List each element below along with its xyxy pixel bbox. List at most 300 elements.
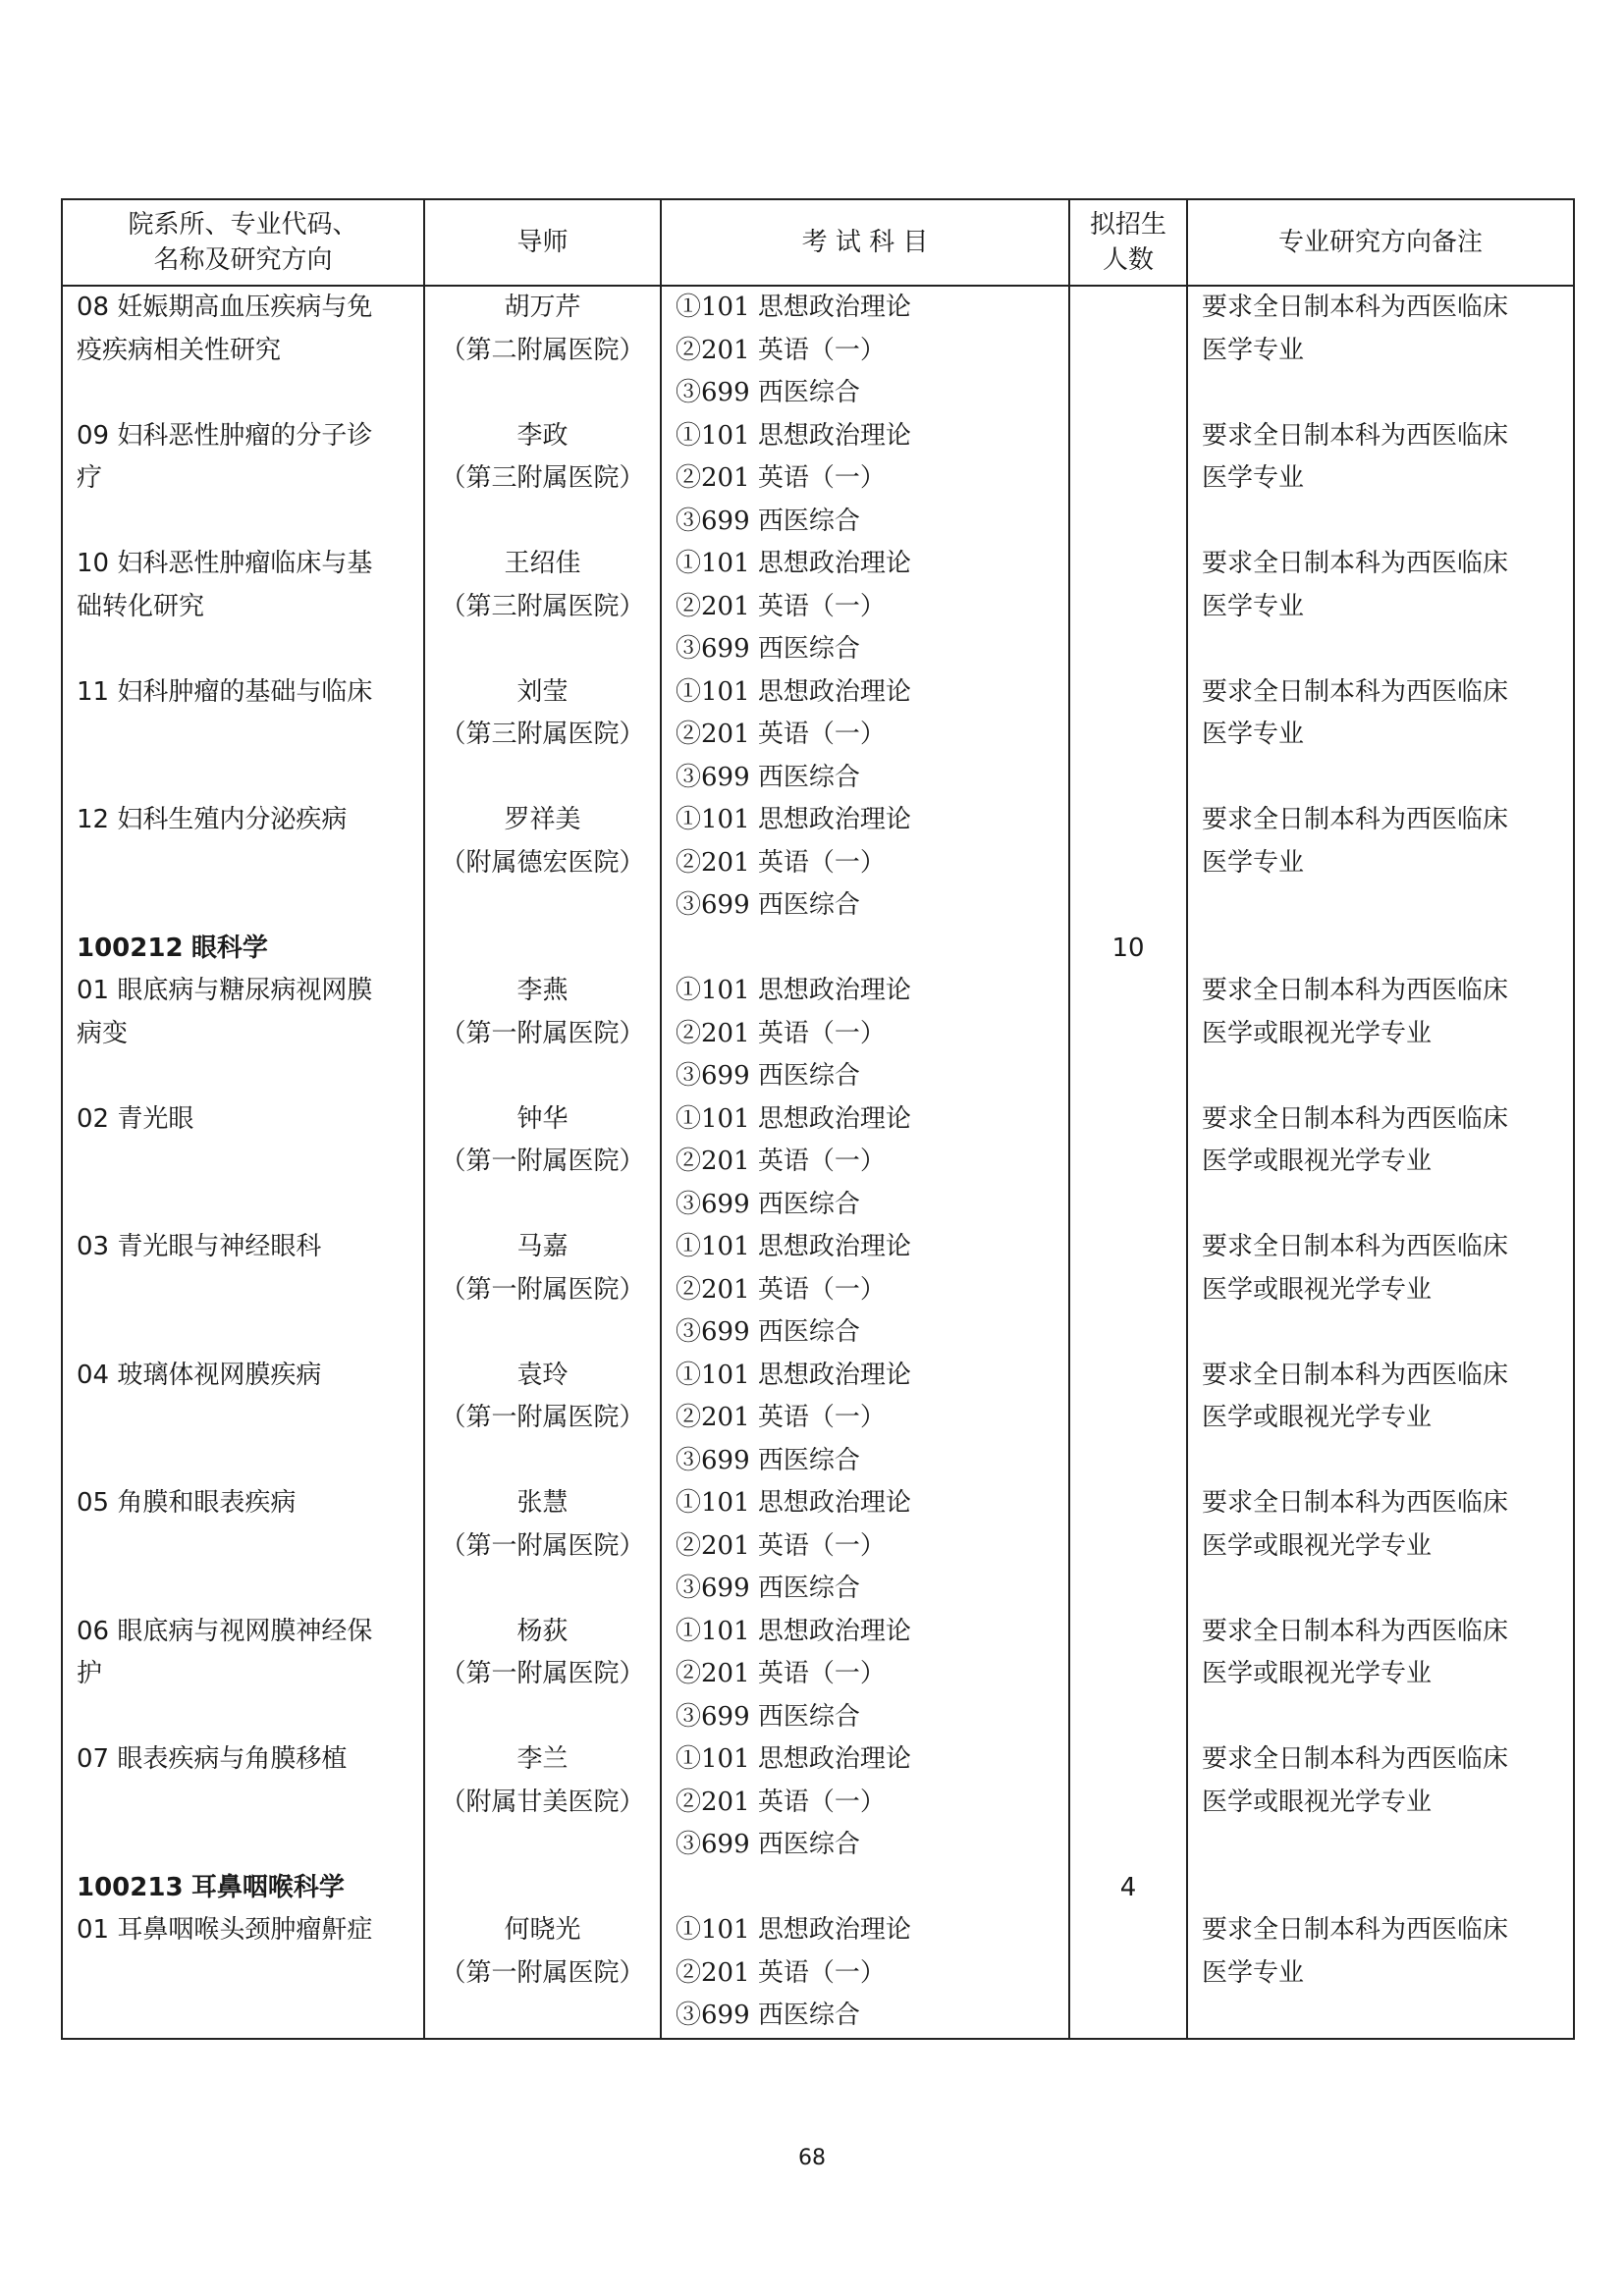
quota-cell xyxy=(1070,1909,1186,2038)
supervisor-line: （第三附属医院） xyxy=(440,720,645,749)
direction-entry xyxy=(77,415,417,544)
direction-number: 08 xyxy=(77,293,110,322)
exam-subject-line: ①101 思想政治理论 xyxy=(676,293,911,322)
blank-line xyxy=(77,1311,417,1355)
blank-line xyxy=(77,1995,417,2038)
direction-number: 12 xyxy=(77,805,110,834)
blank-line xyxy=(1070,586,1186,629)
blank-line xyxy=(77,1568,417,1611)
exam-subject-line: ①101 思想政治理论 xyxy=(676,1915,911,1945)
supervisor-cell xyxy=(425,928,660,971)
note-cell xyxy=(1202,928,1565,971)
quota-cell xyxy=(1070,1355,1186,1483)
major-code: 100213 xyxy=(77,1872,184,1902)
quota-column xyxy=(1069,286,1187,2039)
major-title: 眼科学 xyxy=(190,933,268,963)
supervisor-line: 杨荻 xyxy=(516,1616,568,1646)
exam-subject-line: ②201 英语（一） xyxy=(676,591,886,621)
quota-cell xyxy=(1070,543,1186,671)
major-code: 100212 xyxy=(77,933,184,963)
direction-entry xyxy=(77,1611,417,1739)
supervisor-line: （第一附属医院） xyxy=(440,1403,645,1432)
header-department: 院系所、专业代码、 名称及研究方向 xyxy=(62,199,424,286)
quota-value-line: 10 xyxy=(1111,933,1145,963)
major-heading xyxy=(77,1867,417,1910)
direction-text: 角膜和眼表疾病 xyxy=(117,1488,297,1518)
exam-subject-line: ③699 西医综合 xyxy=(676,634,860,664)
exam-subject xyxy=(676,799,1068,928)
exam-subject-line: ②201 英语（一） xyxy=(676,1403,886,1432)
exam-subject-line: ②201 英语（一） xyxy=(676,1957,886,1988)
direction-text: 耳鼻咽喉头颈肿瘤鼾症 xyxy=(117,1915,373,1945)
direction-line xyxy=(77,415,417,458)
exam-subject-line: ①101 思想政治理论 xyxy=(676,676,911,707)
blank-line xyxy=(1070,842,1186,885)
note xyxy=(1202,415,1565,544)
blank-line xyxy=(425,372,660,415)
header-supervisor: 导师 xyxy=(424,199,661,286)
direction-text: 妇科生殖内分泌疾病 xyxy=(117,805,348,834)
blank-line xyxy=(1070,1782,1186,1825)
exam-subject xyxy=(676,1098,1068,1227)
blank-line xyxy=(77,501,417,544)
blank-line xyxy=(1070,1311,1186,1355)
quota-value xyxy=(1070,928,1186,971)
blank-line xyxy=(1070,1611,1186,1654)
blank-line xyxy=(1070,1696,1186,1739)
exam-subject-line: ②201 英语（一） xyxy=(676,463,886,493)
supervisor-line: 张慧 xyxy=(516,1488,568,1518)
blank-line xyxy=(77,1184,417,1227)
supervisor xyxy=(425,287,660,415)
note xyxy=(1202,1355,1565,1483)
blank-line xyxy=(425,928,660,971)
header-notes: 专业研究方向备注 xyxy=(1187,199,1574,286)
exam-subject-line: ③699 西医综合 xyxy=(676,1830,860,1859)
direction-number: 10 xyxy=(77,549,110,578)
note-line: 要求全日制本科为西医临床 xyxy=(1202,976,1509,1005)
direction-line xyxy=(77,970,417,1013)
note xyxy=(1202,1738,1565,1867)
note-line: 要求全日制本科为西医临床 xyxy=(1202,676,1509,707)
blank-line xyxy=(1070,1952,1186,1996)
blank-line xyxy=(425,1696,660,1739)
direction-line xyxy=(77,1482,417,1525)
supervisor-line: 李燕 xyxy=(516,976,568,1005)
supervisor-line: （第一附属医院） xyxy=(440,1018,645,1048)
blank-line xyxy=(1070,970,1186,1013)
blank-line xyxy=(77,1525,417,1569)
note-line: 医学或眼视光学专业 xyxy=(1202,1018,1433,1048)
direction-text: 妇科肿瘤的基础与临床 xyxy=(117,676,373,707)
direction-text: 青光眼 xyxy=(117,1103,194,1134)
supervisor-line: （第一附属医院） xyxy=(440,1274,645,1305)
supervisor xyxy=(425,1909,660,2038)
note xyxy=(1202,671,1565,800)
blank-line xyxy=(425,628,660,671)
admissions-table xyxy=(61,198,1575,2040)
exam-subject xyxy=(676,1482,1068,1611)
blank-line xyxy=(77,1440,417,1483)
exam-subject-line: ③699 西医综合 xyxy=(676,1189,860,1219)
note-line: 医学或眼视光学专业 xyxy=(1202,1659,1433,1688)
quota-cell xyxy=(1070,1482,1186,1611)
blank-line xyxy=(77,1055,417,1098)
quota-cell xyxy=(1070,287,1186,415)
supervisor xyxy=(425,415,660,544)
note xyxy=(1202,799,1565,928)
note xyxy=(1202,1226,1565,1355)
blank-line xyxy=(1202,1055,1565,1098)
blank-line xyxy=(425,1440,660,1483)
blank-line xyxy=(1070,1738,1186,1782)
blank-line xyxy=(425,884,660,928)
blank-line xyxy=(1070,1098,1186,1142)
exam-subject-line: ③699 西医综合 xyxy=(676,1445,860,1475)
direction-number: 03 xyxy=(77,1232,110,1261)
quota-value-line: 4 xyxy=(1119,1872,1137,1902)
supervisor xyxy=(425,671,660,800)
blank-line xyxy=(1070,1824,1186,1867)
blank-line xyxy=(425,501,660,544)
note-line: 医学专业 xyxy=(1202,335,1305,365)
blank-line xyxy=(77,1269,417,1312)
exam-subject-line: ③699 西医综合 xyxy=(676,2001,860,2030)
quota-cell xyxy=(1070,1226,1186,1355)
header-exam-subjects: 考 试 科 目 xyxy=(661,199,1069,286)
blank-line xyxy=(1070,1482,1186,1525)
quota-cell xyxy=(1070,799,1186,928)
supervisor-line: （第三附属医院） xyxy=(440,591,645,621)
blank-line xyxy=(1070,714,1186,757)
blank-line xyxy=(1070,1013,1186,1056)
blank-line xyxy=(1202,1995,1565,2038)
blank-line xyxy=(77,1782,417,1825)
note xyxy=(1202,287,1565,415)
note-line: 医学专业 xyxy=(1202,1957,1305,1988)
major-heading xyxy=(77,928,417,971)
exam-subject-line: ①101 思想政治理论 xyxy=(676,1488,911,1518)
directions-column xyxy=(62,286,424,2039)
supervisor-line: 刘莹 xyxy=(516,676,568,707)
blank-line xyxy=(77,714,417,757)
exam-cell xyxy=(676,1867,1068,1910)
note-line: 要求全日制本科为西医临床 xyxy=(1202,805,1509,834)
direction-entry xyxy=(77,1482,417,1611)
direction-line xyxy=(77,287,417,330)
supervisor-line: （第一附属医院） xyxy=(440,1530,645,1561)
supervisor-line: （第三附属医院） xyxy=(440,463,645,493)
note-line: 要求全日制本科为西医临床 xyxy=(1202,1360,1509,1390)
blank-line xyxy=(1070,457,1186,501)
direction-entry xyxy=(77,287,417,415)
exam-subject-line: ②201 英语（一） xyxy=(676,1530,886,1561)
blank-line xyxy=(1202,1440,1565,1483)
quota-cell xyxy=(1070,1098,1186,1227)
exam-subject-line: ②201 英语（一） xyxy=(676,847,886,878)
quota-cell xyxy=(1070,970,1186,1098)
supervisor-line: 胡万芹 xyxy=(504,293,581,322)
note xyxy=(1202,1482,1565,1611)
page-number: 68 xyxy=(798,2146,826,2170)
admissions-table-page xyxy=(61,198,1573,2083)
direction-number: 01 xyxy=(77,1915,110,1945)
supervisor xyxy=(425,970,660,1098)
blank-line xyxy=(1070,1440,1186,1483)
blank-line xyxy=(425,1311,660,1355)
blank-line xyxy=(77,1696,417,1739)
direction-text: 青光眼与神经眼科 xyxy=(117,1232,322,1261)
blank-line xyxy=(77,757,417,800)
exam-subject-line: ①101 思想政治理论 xyxy=(676,549,911,578)
blank-line xyxy=(1070,330,1186,373)
note-line: 医学专业 xyxy=(1202,720,1305,749)
supervisor xyxy=(425,1738,660,1867)
note-line: 要求全日制本科为西医临床 xyxy=(1202,293,1509,322)
note-line: 医学或眼视光学专业 xyxy=(1202,1403,1433,1432)
direction-line xyxy=(77,1738,417,1782)
blank-line xyxy=(1202,501,1565,544)
blank-line xyxy=(1202,628,1565,671)
supervisor-line: （附属德宏医院） xyxy=(440,847,645,878)
supervisor-line: （附属甘美医院） xyxy=(440,1787,645,1817)
note-line: 医学专业 xyxy=(1202,847,1305,878)
supervisor-line: 李兰 xyxy=(516,1744,568,1774)
exam-subject-line: ①101 思想政治理论 xyxy=(676,1616,911,1646)
direction-number: 09 xyxy=(77,420,110,451)
supervisor xyxy=(425,1355,660,1483)
supervisor-line: （第一附属医院） xyxy=(440,1957,645,1988)
direction-text: 妊娠期高血压疾病与免 xyxy=(117,293,373,322)
supervisor xyxy=(425,1611,660,1739)
supervisors-column xyxy=(424,286,661,2039)
supervisor xyxy=(425,1226,660,1355)
direction-text: 眼底病与糖尿病视网膜 xyxy=(117,976,373,1005)
exam-subject xyxy=(676,415,1068,544)
supervisor-line: 何晓光 xyxy=(504,1915,581,1945)
supervisor-line: （第二附属医院） xyxy=(440,335,645,365)
blank-line xyxy=(1070,501,1186,544)
blank-line xyxy=(1070,1909,1186,1952)
quota-cell xyxy=(1070,415,1186,544)
note-line: 医学或眼视光学专业 xyxy=(1202,1147,1433,1176)
blank-line xyxy=(1070,799,1186,842)
direction-number: 05 xyxy=(77,1488,110,1518)
blank-line xyxy=(1070,543,1186,586)
exam-cell xyxy=(676,928,1068,971)
direction-number: 11 xyxy=(77,676,110,707)
quota-value xyxy=(1070,1867,1186,1910)
major-title: 耳鼻咽喉科学 xyxy=(190,1872,345,1902)
blank-line xyxy=(77,842,417,885)
direction-number: 02 xyxy=(77,1103,110,1134)
exam-subject xyxy=(676,543,1068,671)
blank-line xyxy=(1070,1995,1186,2038)
blank-line xyxy=(1070,1141,1186,1184)
notes-column xyxy=(1187,286,1574,2039)
note-line: 要求全日制本科为西医临床 xyxy=(1202,420,1509,451)
exam-subject xyxy=(676,1226,1068,1355)
exam-subject-line: ②201 英语（一） xyxy=(676,1018,886,1048)
exam-subject xyxy=(676,1611,1068,1739)
blank-line xyxy=(77,1952,417,1996)
exam-subject xyxy=(676,671,1068,800)
exam-subject-line: ③699 西医综合 xyxy=(676,1701,860,1732)
blank-line xyxy=(1070,757,1186,800)
note-cell xyxy=(1202,1867,1565,1910)
blank-line xyxy=(77,1824,417,1867)
blank-line xyxy=(1202,1311,1565,1355)
note-line: 医学专业 xyxy=(1202,463,1305,493)
blank-line xyxy=(676,1867,1068,1910)
note-line: 要求全日制本科为西医临床 xyxy=(1202,549,1509,578)
direction-entry xyxy=(77,543,417,671)
blank-line xyxy=(425,1824,660,1867)
exam-subjects-column xyxy=(661,286,1069,2039)
blank-line xyxy=(1070,884,1186,928)
direction-number: 04 xyxy=(77,1360,110,1390)
blank-line xyxy=(1070,372,1186,415)
blank-line xyxy=(1070,1355,1186,1398)
blank-line xyxy=(1070,287,1186,330)
blank-line xyxy=(1202,884,1565,928)
direction-text: 玻璃体视网膜疾病 xyxy=(117,1360,322,1390)
supervisor-line: 钟华 xyxy=(516,1103,568,1134)
note-line: 医学或眼视光学专业 xyxy=(1202,1530,1433,1561)
blank-line xyxy=(1202,1568,1565,1611)
exam-subject-line: ③699 西医综合 xyxy=(676,890,860,920)
table-header-row xyxy=(62,199,1574,286)
blank-line xyxy=(425,1184,660,1227)
exam-subject-line: ③699 西医综合 xyxy=(676,378,860,407)
direction-entry xyxy=(77,799,417,928)
exam-subject-line: ③699 西医综合 xyxy=(676,762,860,792)
direction-line: 病变 xyxy=(77,1018,129,1048)
blank-line xyxy=(1070,671,1186,715)
direction-line xyxy=(77,1355,417,1398)
note xyxy=(1202,1611,1565,1739)
supervisor-line: 罗祥美 xyxy=(504,805,581,834)
direction-line xyxy=(77,671,417,715)
note-line: 要求全日制本科为西医临床 xyxy=(1202,1232,1509,1261)
blank-line xyxy=(1202,1184,1565,1227)
blank-line xyxy=(676,928,1068,971)
supervisor xyxy=(425,1098,660,1227)
supervisor-cell xyxy=(425,1867,660,1910)
blank-line xyxy=(77,1141,417,1184)
blank-line xyxy=(1070,415,1186,458)
quota-cell xyxy=(1070,671,1186,800)
direction-line xyxy=(77,543,417,586)
note xyxy=(1202,1909,1565,2038)
blank-line xyxy=(1202,928,1565,971)
exam-subject-line: ②201 英语（一） xyxy=(676,335,886,365)
direction-line xyxy=(77,1226,417,1269)
exam-subject-line: ②201 英语（一） xyxy=(676,1659,886,1688)
blank-line xyxy=(1070,1568,1186,1611)
direction-text: 眼表疾病与角膜移植 xyxy=(117,1744,348,1774)
direction-entry xyxy=(77,1098,417,1227)
exam-subject xyxy=(676,970,1068,1098)
supervisor xyxy=(425,543,660,671)
exam-subject-line: ③699 西医综合 xyxy=(676,1574,860,1603)
direction-text: 妇科恶性肿瘤临床与基 xyxy=(117,549,373,578)
exam-subject-line: ②201 英语（一） xyxy=(676,1147,886,1176)
blank-line xyxy=(1070,1269,1186,1312)
supervisor-line: 马嘉 xyxy=(516,1232,568,1261)
direction-line: 疗 xyxy=(77,463,103,493)
blank-line xyxy=(425,1867,660,1910)
exam-subject-line: ①101 思想政治理论 xyxy=(676,1232,911,1261)
blank-line xyxy=(77,1397,417,1440)
exam-subject xyxy=(676,1738,1068,1867)
direction-entry xyxy=(77,1909,417,2038)
note-line: 要求全日制本科为西医临床 xyxy=(1202,1103,1509,1134)
note-line: 要求全日制本科为西医临床 xyxy=(1202,1744,1509,1774)
note-line: 要求全日制本科为西医临床 xyxy=(1202,1488,1509,1518)
note-line: 要求全日制本科为西医临床 xyxy=(1202,1915,1509,1945)
note xyxy=(1202,543,1565,671)
exam-subject-line: ①101 思想政治理论 xyxy=(676,1744,911,1774)
direction-line xyxy=(77,799,417,842)
blank-line xyxy=(425,1055,660,1098)
blank-line xyxy=(1070,1184,1186,1227)
quota-cell xyxy=(1070,1611,1186,1739)
exam-subject-line: ②201 英语（一） xyxy=(676,1787,886,1817)
note-line: 医学或眼视光学专业 xyxy=(1202,1274,1433,1305)
blank-line xyxy=(425,1995,660,2038)
exam-subject-line: ③699 西医综合 xyxy=(676,1317,860,1347)
exam-subject xyxy=(676,287,1068,415)
blank-line xyxy=(1202,1824,1565,1867)
exam-subject-line: ①101 思想政治理论 xyxy=(676,1360,911,1390)
blank-line xyxy=(1202,372,1565,415)
direction-text: 眼底病与视网膜神经保 xyxy=(117,1616,373,1646)
direction-entry xyxy=(77,1738,417,1867)
direction-line xyxy=(77,1098,417,1142)
note xyxy=(1202,1098,1565,1227)
blank-line xyxy=(77,372,417,415)
supervisor-line: （第一附属医院） xyxy=(440,1659,645,1688)
blank-line xyxy=(1202,1696,1565,1739)
direction-entry xyxy=(77,671,417,800)
direction-line: 护 xyxy=(77,1659,103,1688)
direction-line: 疫疾病相关性研究 xyxy=(77,335,282,365)
direction-number: 07 xyxy=(77,1744,110,1774)
direction-entry xyxy=(77,1226,417,1355)
blank-line xyxy=(425,1568,660,1611)
note-line: 医学或眼视光学专业 xyxy=(1202,1787,1433,1817)
exam-subject xyxy=(676,1355,1068,1483)
direction-line xyxy=(77,1909,417,1952)
direction-line xyxy=(77,1611,417,1654)
blank-line xyxy=(1070,1525,1186,1569)
exam-subject-line: ②201 英语（一） xyxy=(676,720,886,749)
direction-line: 础转化研究 xyxy=(77,591,205,621)
note-line: 要求全日制本科为西医临床 xyxy=(1202,1616,1509,1646)
direction-entry xyxy=(77,970,417,1098)
direction-number: 01 xyxy=(77,976,110,1005)
supervisor-line: （第一附属医院） xyxy=(440,1147,645,1176)
exam-subject-line: ③699 西医综合 xyxy=(676,506,860,536)
blank-line xyxy=(425,757,660,800)
exam-subject-line: ①101 思想政治理论 xyxy=(676,420,911,451)
direction-text: 妇科恶性肿瘤的分子诊 xyxy=(117,420,373,451)
blank-line xyxy=(1070,1397,1186,1440)
exam-subject-line: ②201 英语（一） xyxy=(676,1274,886,1305)
blank-line xyxy=(77,628,417,671)
table-body-row xyxy=(62,286,1574,2039)
